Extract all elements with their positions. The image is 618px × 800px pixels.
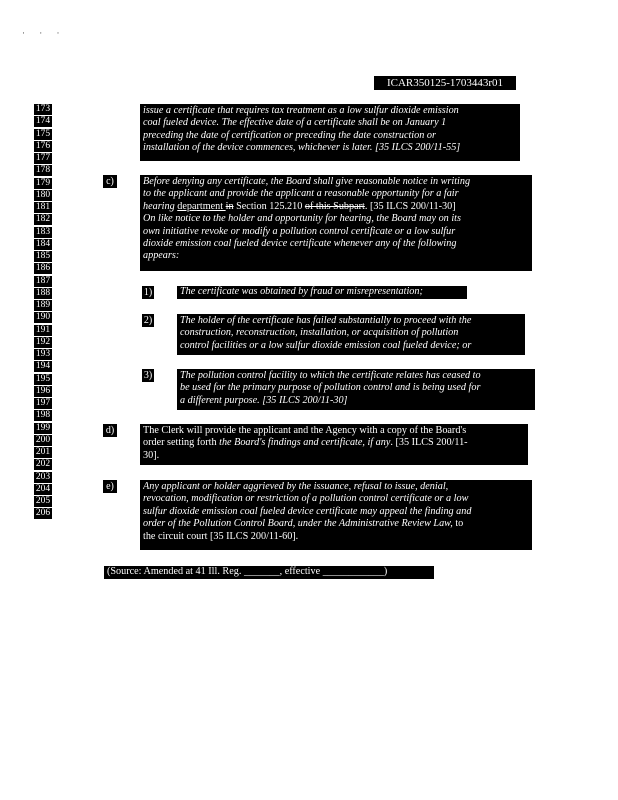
line-number: 203	[35, 471, 51, 482]
text-line: The holder of the certificate has failed substantially to proceed with the	[180, 315, 472, 326]
blank-field: _______	[243, 566, 280, 577]
line-number: 176	[35, 140, 51, 151]
line-number: 206	[35, 508, 51, 519]
subsection-c-marker: c)	[103, 175, 117, 188]
subsection-c-body	[140, 175, 532, 271]
line-number: 179	[35, 177, 51, 188]
line-number: 198	[35, 410, 51, 421]
text-line: appears:	[143, 250, 180, 262]
text-line: Any applicant or holder aggrieved by the issuance, refusal to issue, denial,	[143, 481, 449, 492]
line-number: 173	[35, 104, 51, 114]
line-number: 184	[35, 238, 51, 249]
text-line: The pollution control facility to which the certificate relates has ceased to	[180, 370, 481, 381]
line-number: 175	[35, 128, 51, 139]
text-line: The certificate was obtained by fraud or misrepresentation;	[180, 286, 423, 297]
text-line: dioxide emission coal fueled device certificate whenever any of the following	[143, 238, 457, 250]
line-number: 196	[35, 385, 51, 396]
paragraph-2-body	[177, 314, 525, 355]
deleted-text: in	[225, 200, 234, 212]
subsection-e-body	[140, 480, 532, 550]
line-number: 199	[35, 422, 51, 433]
line-number: 183	[35, 226, 51, 237]
subsection-d-marker: d)	[103, 424, 117, 437]
subsection-d-body	[140, 424, 528, 465]
text-line: Before denying any certificate, the Board shall give reasonable notice in writing	[143, 176, 471, 187]
deleted-text: of this Subpart	[304, 200, 365, 212]
subsection-b-tail	[140, 104, 520, 161]
line-number: 186	[35, 263, 51, 274]
paragraph-3-body	[177, 369, 535, 410]
text-line: On like notice to the holder and opportunity for hearing, the Board may on its	[143, 213, 461, 225]
text-line: 30].	[143, 449, 160, 461]
text-line: control facilities or a low sulfur dioxide emission coal fueled device; or	[180, 339, 472, 351]
line-number: 193	[35, 349, 51, 359]
text-line: to the applicant and provide the applicant a reasonable opportunity for a fair	[143, 188, 459, 200]
text-line: (Source: Amended at 41 Ill. Reg. _______, effective ____________)	[107, 566, 388, 577]
line-number: 197	[35, 398, 51, 408]
text-line: sulfur dioxide emission coal fueled device certificate may appeal the finding and	[143, 505, 472, 517]
text-line: order setting forth the Board's findings and certificate, if any. [35 ILCS 200/11-	[143, 437, 468, 449]
document-header-code: ICAR350125-1703443r01	[374, 76, 516, 90]
text-line: hearing department in Section 125.210 of this Subpart. [35 ILCS 200/11-30]	[143, 200, 456, 212]
text-line: a different purpose. [35 ILCS 200/11-30]	[180, 394, 348, 406]
line-number: 189	[35, 300, 51, 310]
line-number: 180	[35, 189, 51, 200]
inserted-text: department	[177, 200, 226, 212]
line-number: 201	[35, 447, 51, 457]
text-line: issue a certificate that requires tax treatment as a low sulfur dioxide emission	[143, 105, 459, 116]
line-number: 181	[35, 202, 51, 212]
text-line: coal fueled device. The effective date of a certificate shall be on January 1	[143, 117, 447, 129]
line-number: 192	[35, 336, 51, 347]
text-line: The Clerk will provide the applicant and the Agency with a copy of the Board's	[143, 425, 467, 436]
text-line: the circuit court [35 ILCS 200/11-60].	[143, 530, 299, 542]
text-line: preceding the date of certification or preceding the date construction or	[143, 129, 436, 141]
scan-speck-marks: · · ·	[22, 28, 66, 38]
line-number: 178	[35, 165, 51, 176]
line-number: 187	[35, 275, 51, 286]
line-number: 174	[35, 116, 51, 127]
text-line: own initiative revoke or modify a pollution control certificate or a low sulfur	[143, 225, 456, 237]
source-note	[104, 566, 434, 579]
text-line: order of the Pollution Control Board, under the Administrative Review Law, to	[143, 518, 464, 530]
line-number: 205	[35, 496, 51, 506]
line-number: 191	[35, 324, 51, 335]
line-number: 185	[35, 251, 51, 261]
line-number: 195	[35, 373, 51, 384]
text-line: installation of the device commences, whichever is later. [35 ILCS 200/11-55]	[143, 142, 461, 154]
paragraph-1-body	[177, 286, 467, 299]
paragraph-3-marker: 3)	[143, 370, 153, 381]
subsection-e-marker: e)	[103, 480, 117, 493]
line-number: 204	[35, 483, 51, 494]
line-number: 200	[35, 434, 51, 445]
text-line: construction, reconstruction, installation, or acquisition of pollution	[180, 327, 459, 339]
paragraph-1-marker: 1)	[143, 287, 153, 298]
line-number: 190	[35, 312, 51, 323]
text-line: be used for the primary purpose of pollution control and is being used for	[180, 382, 481, 394]
blank-field: ____________	[322, 566, 384, 577]
line-number: 177	[35, 153, 51, 163]
line-number: 202	[35, 459, 51, 470]
line-number: 194	[35, 361, 51, 372]
paragraph-2-marker: 2)	[143, 315, 153, 326]
text-line: revocation, modification or restriction of a pollution control certificate or a low	[143, 493, 469, 505]
line-number: 182	[35, 214, 51, 225]
line-number: 188	[35, 287, 51, 298]
